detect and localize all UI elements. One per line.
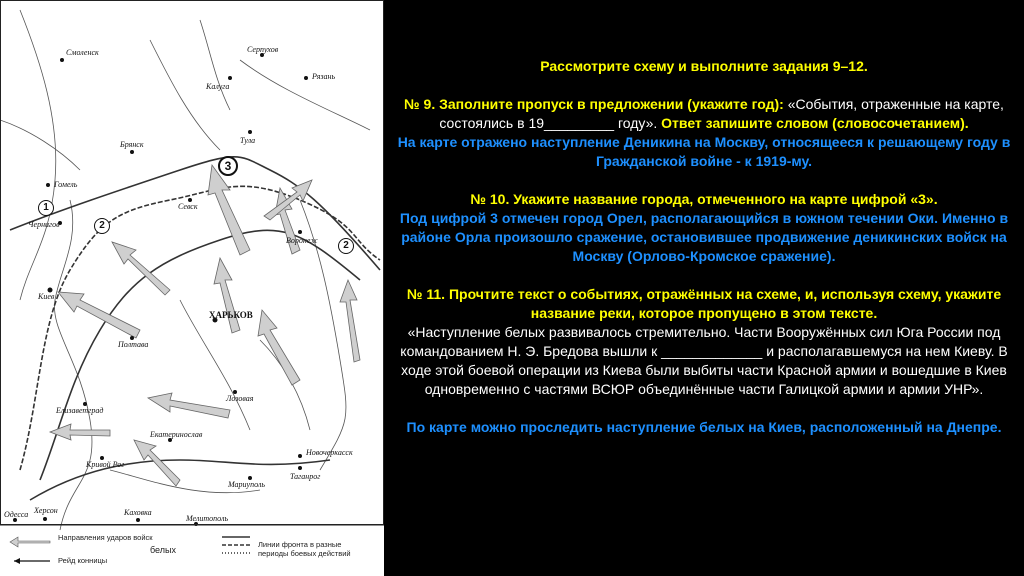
map-marker-1: 1 xyxy=(38,200,54,216)
task-9-instruction: Ответ запишите словом (словосочетанием). xyxy=(657,115,969,131)
city-kiev: Киев xyxy=(38,292,55,301)
city-krivoy-rog: Кривой Рог xyxy=(86,460,125,469)
text-panel xyxy=(384,0,1024,576)
city-bryansk: Брянск xyxy=(120,140,144,149)
task-10-question: № 10. Укажите название города, отмеченного на карте цифрой «3». xyxy=(470,191,938,207)
task-9-quote: «События, отраженные на карте, состоялись в 19_________ году». xyxy=(439,96,1004,131)
task-11-question: № 11. Прочтите текст о событиях, отражённых на схеме, и, используя схему, укажите название реки, которое пропущено в этом тексте. xyxy=(406,286,1002,321)
map-marker-2-east: 2 xyxy=(338,238,354,254)
city-poltava: Полтава xyxy=(118,340,149,349)
city-elizavetgrad: Елизаветград xyxy=(56,406,104,415)
legend-front-lines-periods: периоды боевых действий xyxy=(258,549,351,558)
historical-map xyxy=(0,0,384,576)
city-kakhovka: Каховка xyxy=(124,508,152,517)
city-mariupol: Мариуполь xyxy=(228,480,266,489)
city-chernigov: Чернигов xyxy=(28,220,60,229)
task-intro-title: Рассмотрите схему и выполните задания 9–12. xyxy=(540,58,868,74)
task-11-answer: По карте можно проследить наступление белых на Киев, расположенный на Днепре. xyxy=(406,419,1002,435)
task-11-quote: «Наступление белых развивалось стремительно. Части Вооружённых сил Юга России под командованием Н. Э. Бредова вышли к _____________ и располагавшемуся на нем Киеву. В ходе этой боевой операции из Киева были выбиты части Красной армии и вошедшие в Киев одновременно с частями ВСЮР объединённые части Галицкой армии и армии УНР». xyxy=(400,324,1008,397)
legend-strike-directions: Направления ударов войск xyxy=(58,533,153,542)
city-gomel: Гомель xyxy=(54,180,78,189)
city-kharkov: ХАРЬКОВ xyxy=(209,310,253,320)
task-10-answer: Под цифрой 3 отмечен город Орел, располагающийся в южном течении Оки. Именно в районе Орла произошло сражение, остановившее продвижение деникинских войск на Москву (Орлово-Кромское сражение). xyxy=(399,210,1009,264)
task-9-question xyxy=(392,95,1016,133)
city-lozovaya: Лозовая xyxy=(226,394,254,403)
city-tula: Тула xyxy=(240,136,256,145)
legend-whites: белых xyxy=(150,545,176,555)
city-taganrog: Таганрог xyxy=(290,472,321,481)
legend-cavalry-raid: Рейд конницы xyxy=(58,556,108,565)
city-serpukhov: Серпухов xyxy=(247,45,279,54)
task-9-answer: На карте отражено наступление Деникина на Москву, относящееся к решающему году в Гражданской войне - к 1919-му. xyxy=(397,134,1011,169)
tasks-content xyxy=(392,57,1016,437)
map-marker-3: 3 xyxy=(218,156,238,176)
city-odessa: Одесса xyxy=(4,510,29,519)
city-sevsk: Севск xyxy=(178,202,198,211)
city-novocherkassk: Новочеркасск xyxy=(306,448,353,457)
task-9-label: № 9. Заполните пропуск в предложении (укажите год): xyxy=(404,96,788,112)
map-drawing xyxy=(0,0,384,576)
city-ryazan: Рязань xyxy=(312,72,336,81)
city-melitopol: Мелитополь xyxy=(186,514,229,523)
city-kaluga: Калуга xyxy=(206,82,230,91)
city-voronezh: Воронеж xyxy=(286,236,318,245)
map-marker-2-west: 2 xyxy=(94,218,110,234)
city-kherson: Херсон xyxy=(34,506,58,515)
city-smolensk: Смоленск xyxy=(66,48,99,57)
city-ekaterinoslav: Екатеринослав xyxy=(150,430,203,439)
legend-front-lines: Линии фронта в разные xyxy=(258,540,342,549)
